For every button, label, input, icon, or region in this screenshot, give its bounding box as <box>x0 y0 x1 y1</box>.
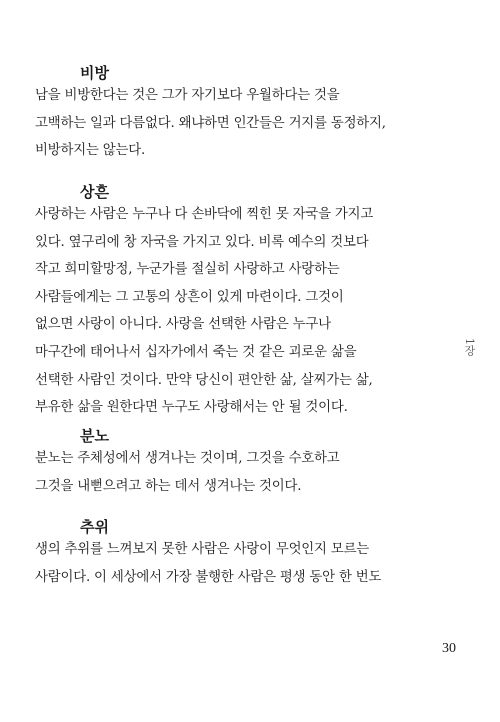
body-line: 고백하는 일과 다름없다. 왜냐하면 인간들은 거지를 동정하지, <box>35 115 386 131</box>
body-line: 사람이다. 이 세상에서 가장 불행한 사람은 평생 동안 한 번도 <box>35 569 382 585</box>
body-line: 마구간에 태어나서 십자가에서 죽는 것 같은 괴로운 삶을 <box>35 344 357 360</box>
section-heading: 추위 <box>80 518 109 536</box>
section-heading: 상흔 <box>80 183 109 201</box>
body-line: 그것을 내뻗으려고 하는 데서 생겨나는 것이다. <box>35 478 302 494</box>
section-body <box>35 201 465 422</box>
body-line: 비방하지는 않는다. <box>35 143 145 159</box>
section-body <box>35 82 465 165</box>
page-number: 30 <box>442 641 456 656</box>
section-body <box>35 536 465 591</box>
body-line: 작고 희미할망정, 누군가를 절실히 사랑하고 사랑하는 <box>35 262 340 278</box>
body-line: 사랑하는 사람은 누구나 다 손바닥에 찍힌 못 자국을 가지고 <box>35 207 374 222</box>
body-line: 사람들에게는 그 고통의 상흔이 있게 마련이다. 그것이 <box>35 289 344 305</box>
section-heading: 비방 <box>80 64 109 82</box>
body-line: 남을 비방한다는 것은 그가 자기보다 우월하다는 것을 <box>35 88 340 103</box>
chapter-side-label: 1장 <box>463 338 476 356</box>
section-heading: 분노 <box>80 427 109 445</box>
section-body <box>35 445 465 500</box>
body-line: 분노는 주체성에서 생겨나는 것이며, 그것을 수호하고 <box>35 451 340 466</box>
body-line: 있다. 옆구리에 창 자국을 가지고 있다. 비록 예수의 것보다 <box>35 234 369 250</box>
body-line: 없으면 사랑이 아니다. 사랑을 선택한 사람은 누구나 <box>35 317 331 333</box>
body-line: 선택한 사람인 것이다. 만약 당신이 편안한 삶, 살찌가는 삶, <box>35 372 373 388</box>
body-line: 부유한 삶을 원한다면 누구도 사랑해서는 안 될 것이다. <box>35 400 348 416</box>
body-line: 생의 추위를 느껴보지 못한 사람은 사랑이 무엇인지 모르는 <box>35 542 370 557</box>
